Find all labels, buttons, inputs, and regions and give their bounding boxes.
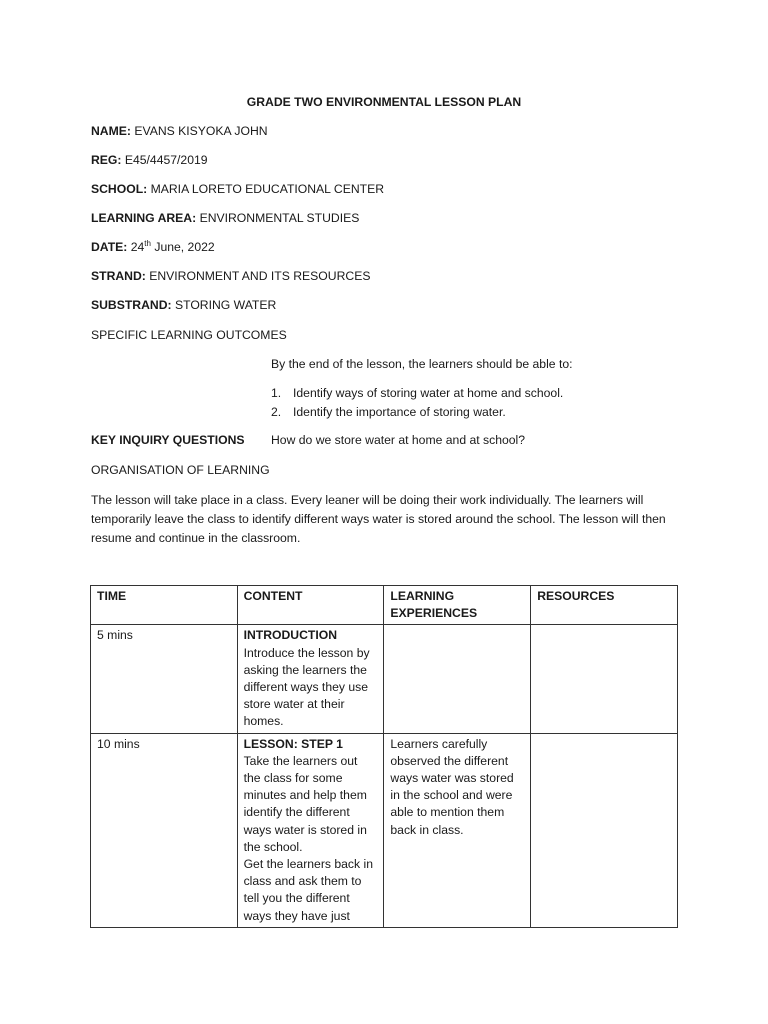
- list-item-number: 1.: [271, 386, 282, 400]
- lesson-table: [90, 585, 678, 928]
- header-time: TIME: [91, 586, 238, 625]
- cell-resources: [531, 625, 678, 733]
- school-line: [91, 182, 384, 196]
- reg-line: [91, 153, 208, 167]
- content-body: Take the learners out the class for some minutes and help them identify the different ways water is stored in the school.: [243, 753, 367, 854]
- cell-time: 10 mins: [91, 733, 238, 927]
- substrand-line: [91, 298, 276, 312]
- inquiry-label: KEY INQUIRY QUESTIONS: [91, 433, 245, 447]
- outcomes-list: [271, 385, 563, 423]
- outcomes-intro: By the end of the lesson, the learners should be able to:: [271, 357, 573, 371]
- learning-area-label: LEARNING AREA:: [91, 211, 197, 225]
- list-item-text: Identify ways of storing water at home and school.: [293, 386, 564, 400]
- list-item-text: Identify the importance of storing water.: [293, 405, 506, 419]
- date-line: [91, 240, 215, 254]
- cell-experiences: Learners carefully observed the different ways water was stored in the school and were able to mention them back in class.: [384, 733, 531, 927]
- cell-content: [237, 733, 384, 927]
- document-title: GRADE TWO ENVIRONMENTAL LESSON PLAN: [246, 95, 522, 109]
- cell-content: [237, 625, 384, 733]
- reg-label: REG:: [91, 153, 122, 167]
- organisation-paragraph: The lesson will take place in a class. Every leaner will be doing their work individually. The learners will temporarily leave the class to identify different ways water is stored around the school. The lesson will then resume and continue in the classroom.: [91, 493, 666, 545]
- list-item: [271, 404, 563, 423]
- reg-value: E45/4457/2019: [124, 153, 208, 167]
- school-label: SCHOOL:: [91, 182, 148, 196]
- cell-time: 5 mins: [91, 625, 238, 733]
- substrand-value: STORING WATER: [174, 298, 277, 312]
- strand-line: [91, 269, 370, 283]
- name-line: [91, 124, 268, 138]
- content-title: LESSON: STEP 1: [243, 736, 343, 751]
- content-body: Introduce the lesson by asking the learners the different ways they use store water at their homes.: [243, 645, 370, 729]
- table-header-row: [91, 586, 678, 625]
- school-value: MARIA LORETO EDUCATIONAL CENTER: [150, 182, 384, 196]
- date-day: 24: [130, 240, 145, 254]
- date-suffix: th: [144, 238, 151, 248]
- inquiry-question: How do we store water at home and at school?: [271, 433, 526, 447]
- learning-area-line: [91, 211, 359, 225]
- strand-label: STRAND:: [91, 269, 146, 283]
- outcomes-heading: SPECIFIC LEARNING OUTCOMES: [91, 328, 287, 342]
- learning-area-value: ENVIRONMENTAL STUDIES: [199, 211, 360, 225]
- table-row: [91, 733, 678, 927]
- header-learning-experiences: LEARNING EXPERIENCES: [384, 586, 531, 625]
- content-body-2: Get the learners back in class and ask them to tell you the different ways they have just: [243, 857, 373, 923]
- cell-experiences: [384, 625, 531, 733]
- strand-value: ENVIRONMENT AND ITS RESOURCES: [149, 269, 371, 283]
- list-item: [271, 385, 563, 404]
- name-label: NAME:: [91, 124, 131, 138]
- date-label: DATE:: [91, 240, 128, 254]
- header-content: CONTENT: [237, 586, 384, 625]
- organisation-heading: ORGANISATION OF LEARNING: [91, 463, 270, 477]
- name-value: EVANS KISYOKA JOHN: [134, 124, 268, 138]
- date-rest: June, 2022: [154, 240, 215, 254]
- substrand-label: SUBSTRAND:: [91, 298, 172, 312]
- table-row: [91, 625, 678, 733]
- content-title: INTRODUCTION: [243, 628, 338, 643]
- cell-resources: [531, 733, 678, 927]
- header-resources: RESOURCES: [531, 586, 678, 625]
- list-item-number: 2.: [271, 405, 282, 419]
